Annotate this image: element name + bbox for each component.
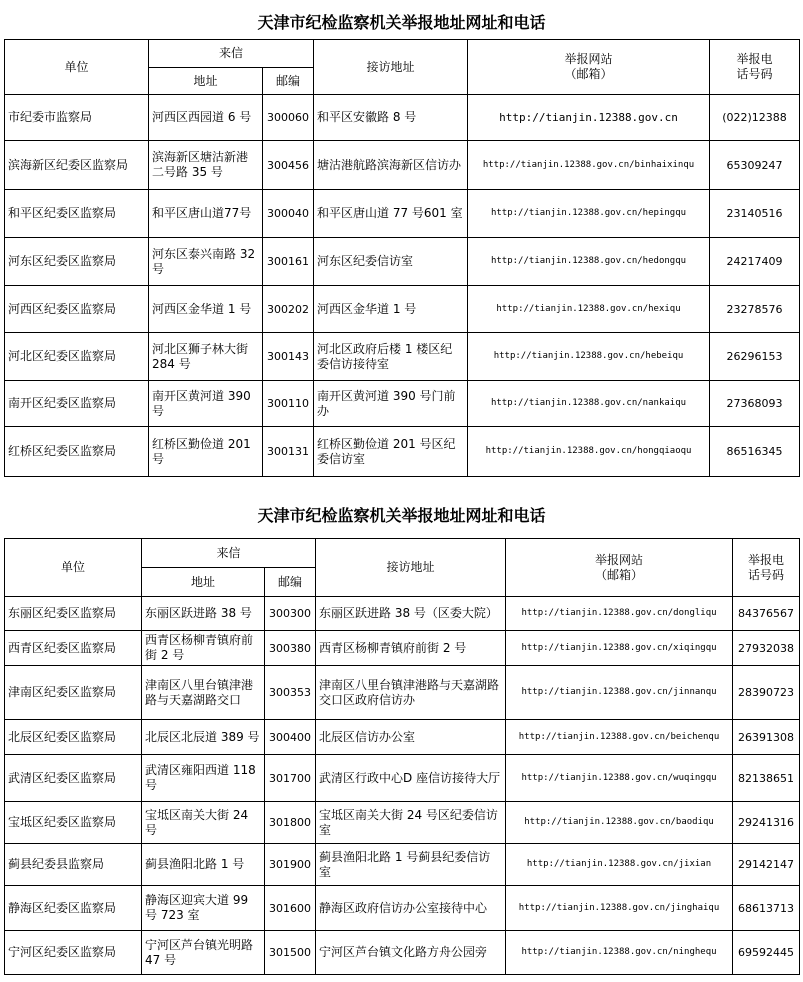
zip-cell: 301800 bbox=[265, 802, 316, 844]
phone-cell: 27368093 bbox=[710, 381, 800, 427]
visit-address-cell: 红桥区勤俭道 201 号区纪委信访室 bbox=[314, 427, 468, 477]
visit-address-cell: 静海区政府信访办公室接待中心 bbox=[316, 886, 506, 931]
table-row bbox=[5, 844, 800, 886]
visit-address-cell: 河东区纪委信访室 bbox=[314, 238, 468, 286]
visit-address-cell: 东丽区跃进路 38 号（区委大院） bbox=[316, 597, 506, 631]
report-url-link[interactable]: http://tianjin.12388.gov.cn/nankaiqu bbox=[468, 381, 710, 427]
header-address: 地址 bbox=[149, 68, 263, 95]
unit-cell: 宁河区纪委区监察局 bbox=[5, 931, 142, 975]
zip-cell: 300161 bbox=[263, 238, 314, 286]
header-report-phone: 举报电 话号码 bbox=[710, 40, 800, 95]
zip-cell: 301900 bbox=[265, 844, 316, 886]
zip-cell: 301500 bbox=[265, 931, 316, 975]
unit-cell: 和平区纪委区监察局 bbox=[5, 190, 149, 238]
unit-cell: 蓟县纪委县监察局 bbox=[5, 844, 142, 886]
unit-cell: 西青区纪委区监察局 bbox=[5, 631, 142, 666]
report-url-link[interactable]: http://tianjin.12388.gov.cn/hebeiqu bbox=[468, 333, 710, 381]
phone-cell: 82138651 bbox=[733, 755, 800, 802]
zip-cell: 300202 bbox=[263, 286, 314, 333]
address-cell: 南开区黄河道 390 号 bbox=[149, 381, 263, 427]
report-url-link[interactable]: http://tianjin.12388.gov.cn/binhaixinqu bbox=[468, 141, 710, 190]
zip-cell: 300143 bbox=[263, 333, 314, 381]
visit-address-cell: 北辰区信访办公室 bbox=[316, 720, 506, 755]
zip-cell: 301700 bbox=[265, 755, 316, 802]
table-row bbox=[5, 381, 800, 427]
report-url-link[interactable]: http://tianjin.12388.gov.cn/hepingqu bbox=[468, 190, 710, 238]
header-zip: 邮编 bbox=[263, 68, 314, 95]
header-zip: 邮编 bbox=[265, 568, 316, 597]
header-visit-address: 接访地址 bbox=[316, 539, 506, 597]
zip-cell: 300110 bbox=[263, 381, 314, 427]
table-row bbox=[5, 95, 800, 141]
phone-cell: 27932038 bbox=[733, 631, 800, 666]
phone-cell: 23140516 bbox=[710, 190, 800, 238]
table-row bbox=[5, 720, 800, 755]
table-row bbox=[5, 238, 800, 286]
table-row bbox=[5, 886, 800, 931]
visit-address-cell: 宝坻区南关大街 24 号区纪委信访室 bbox=[316, 802, 506, 844]
address-cell: 东丽区跃进路 38 号 bbox=[142, 597, 265, 631]
visit-address-cell: 武清区行政中心D 座信访接待大厅 bbox=[316, 755, 506, 802]
report-url-link[interactable]: http://tianjin.12388.gov.cn/dongliqu bbox=[506, 597, 733, 631]
report-url-link[interactable]: http://tianjin.12388.gov.cn/ninghequ bbox=[506, 931, 733, 975]
visit-address-cell: 塘沽港航路滨海新区信访办 bbox=[314, 141, 468, 190]
table-row bbox=[5, 141, 800, 190]
zip-cell: 300040 bbox=[263, 190, 314, 238]
unit-cell: 河北区纪委区监察局 bbox=[5, 333, 149, 381]
address-cell: 北辰区北辰道 389 号 bbox=[142, 720, 265, 755]
phone-cell: 26391308 bbox=[733, 720, 800, 755]
report-url-link[interactable]: http://tianjin.12388.gov.cn/wuqingqu bbox=[506, 755, 733, 802]
phone-cell: 23278576 bbox=[710, 286, 800, 333]
report-url-link[interactable]: http://tianjin.12388.gov.cn/beichenqu bbox=[506, 720, 733, 755]
phone-cell: 84376567 bbox=[733, 597, 800, 631]
page-title-2: 天津市纪检监察机关举报地址网址和电话 bbox=[257, 506, 546, 525]
header-report-site: 举报网站 （邮箱） bbox=[468, 40, 710, 95]
header-visit-address: 接访地址 bbox=[314, 40, 468, 95]
address-cell: 西青区杨柳青镇府前街 2 号 bbox=[142, 631, 265, 666]
header-letter: 来信 bbox=[142, 539, 316, 568]
zip-cell: 300400 bbox=[265, 720, 316, 755]
zip-cell: 301600 bbox=[265, 886, 316, 931]
address-cell: 滨海新区塘沽新港二号路 35 号 bbox=[149, 141, 263, 190]
zip-cell: 300456 bbox=[263, 141, 314, 190]
phone-cell: 29241316 bbox=[733, 802, 800, 844]
report-url-link[interactable]: http://tianjin.12388.gov.cn/baodiqu bbox=[506, 802, 733, 844]
visit-address-cell: 南开区黄河道 390 号门前办 bbox=[314, 381, 468, 427]
table-row bbox=[5, 427, 800, 477]
address-cell: 津南区八里台镇津港路与天嘉湖路交口 bbox=[142, 666, 265, 720]
unit-cell: 津南区纪委区监察局 bbox=[5, 666, 142, 720]
phone-cell: 69592445 bbox=[733, 931, 800, 975]
phone-cell: 68613713 bbox=[733, 886, 800, 931]
table-row bbox=[5, 802, 800, 844]
phone-cell: 86516345 bbox=[710, 427, 800, 477]
report-url-link[interactable]: http://tianjin.12388.gov.cn/xiqingqu bbox=[506, 631, 733, 666]
report-url-link[interactable]: http://tianjin.12388.gov.cn/jixian bbox=[506, 844, 733, 886]
address-cell: 宝坻区南关大街 24 号 bbox=[142, 802, 265, 844]
header-unit: 单位 bbox=[5, 539, 142, 597]
zip-cell: 300131 bbox=[263, 427, 314, 477]
table-row bbox=[5, 755, 800, 802]
report-url-link[interactable]: http://tianjin.12388.gov.cn/hongqiaoqu bbox=[468, 427, 710, 477]
unit-cell: 河东区纪委区监察局 bbox=[5, 238, 149, 286]
visit-address-cell: 宁河区芦台镇文化路方舟公园旁 bbox=[316, 931, 506, 975]
visit-address-cell: 和平区安徽路 8 号 bbox=[314, 95, 468, 141]
phone-cell: 24217409 bbox=[710, 238, 800, 286]
report-table-2 bbox=[4, 538, 800, 975]
table-row bbox=[5, 631, 800, 666]
unit-cell: 河西区纪委区监察局 bbox=[5, 286, 149, 333]
header-address: 地址 bbox=[142, 568, 265, 597]
table-row bbox=[5, 286, 800, 333]
visit-address-cell: 河西区金华道 1 号 bbox=[314, 286, 468, 333]
address-cell: 蓟县渔阳北路 1 号 bbox=[142, 844, 265, 886]
address-cell: 河西区金华道 1 号 bbox=[149, 286, 263, 333]
address-cell: 河东区泰兴南路 32 号 bbox=[149, 238, 263, 286]
phone-cell: 28390723 bbox=[733, 666, 800, 720]
zip-cell: 300300 bbox=[265, 597, 316, 631]
unit-cell: 市纪委市监察局 bbox=[5, 95, 149, 141]
table-row bbox=[5, 666, 800, 720]
zip-cell: 300380 bbox=[265, 631, 316, 666]
visit-address-cell: 蓟县渔阳北路 1 号蓟县纪委信访室 bbox=[316, 844, 506, 886]
report-url-link[interactable]: http://tianjin.12388.gov.cn/hedongqu bbox=[468, 238, 710, 286]
address-cell: 红桥区勤俭道 201 号 bbox=[149, 427, 263, 477]
unit-cell: 宝坻区纪委区监察局 bbox=[5, 802, 142, 844]
address-cell: 宁河区芦台镇光明路 47 号 bbox=[142, 931, 265, 975]
table-row bbox=[5, 190, 800, 238]
table-row bbox=[5, 931, 800, 975]
page-title-1: 天津市纪检监察机关举报地址网址和电话 bbox=[257, 13, 546, 32]
visit-address-cell: 西青区杨柳青镇府前街 2 号 bbox=[316, 631, 506, 666]
unit-cell: 红桥区纪委区监察局 bbox=[5, 427, 149, 477]
zip-cell: 300353 bbox=[265, 666, 316, 720]
unit-cell: 静海区纪委区监察局 bbox=[5, 886, 142, 931]
report-table-1 bbox=[4, 39, 800, 477]
unit-cell: 武清区纪委区监察局 bbox=[5, 755, 142, 802]
address-cell: 河西区西园道 6 号 bbox=[149, 95, 263, 141]
report-url-link[interactable]: http://tianjin.12388.gov.cn/jinghaiqu bbox=[506, 886, 733, 931]
header-report-phone: 举报电 话号码 bbox=[733, 539, 800, 597]
unit-cell: 滨海新区纪委区监察局 bbox=[5, 141, 149, 190]
zip-cell: 300060 bbox=[263, 95, 314, 141]
report-url-link[interactable]: http://tianjin.12388.gov.cn/jinnanqu bbox=[506, 666, 733, 720]
table-row bbox=[5, 333, 800, 381]
address-cell: 河北区狮子林大街 284 号 bbox=[149, 333, 263, 381]
phone-cell: 26296153 bbox=[710, 333, 800, 381]
header-unit: 单位 bbox=[5, 40, 149, 95]
visit-address-cell: 河北区政府后楼 1 楼区纪委信访接待室 bbox=[314, 333, 468, 381]
address-cell: 静海区迎宾大道 99 号 723 室 bbox=[142, 886, 265, 931]
address-cell: 武清区雍阳西道 118 号 bbox=[142, 755, 265, 802]
phone-cell: 65309247 bbox=[710, 141, 800, 190]
visit-address-cell: 和平区唐山道 77 号601 室 bbox=[314, 190, 468, 238]
report-url-link[interactable]: http://tianjin.12388.gov.cn/hexiqu bbox=[468, 286, 710, 333]
unit-cell: 东丽区纪委区监察局 bbox=[5, 597, 142, 631]
address-cell: 和平区唐山道77号 bbox=[149, 190, 263, 238]
table-row bbox=[5, 597, 800, 631]
unit-cell: 南开区纪委区监察局 bbox=[5, 381, 149, 427]
visit-address-cell: 津南区八里台镇津港路与天嘉湖路交口区政府信访办 bbox=[316, 666, 506, 720]
header-letter: 来信 bbox=[149, 40, 314, 68]
unit-cell: 北辰区纪委区监察局 bbox=[5, 720, 142, 755]
header-report-site: 举报网站 （邮箱） bbox=[506, 539, 733, 597]
report-url-link[interactable]: http://tianjin.12388.gov.cn bbox=[468, 95, 710, 141]
phone-cell: 29142147 bbox=[733, 844, 800, 886]
phone-cell: (022)12388 bbox=[710, 95, 800, 141]
